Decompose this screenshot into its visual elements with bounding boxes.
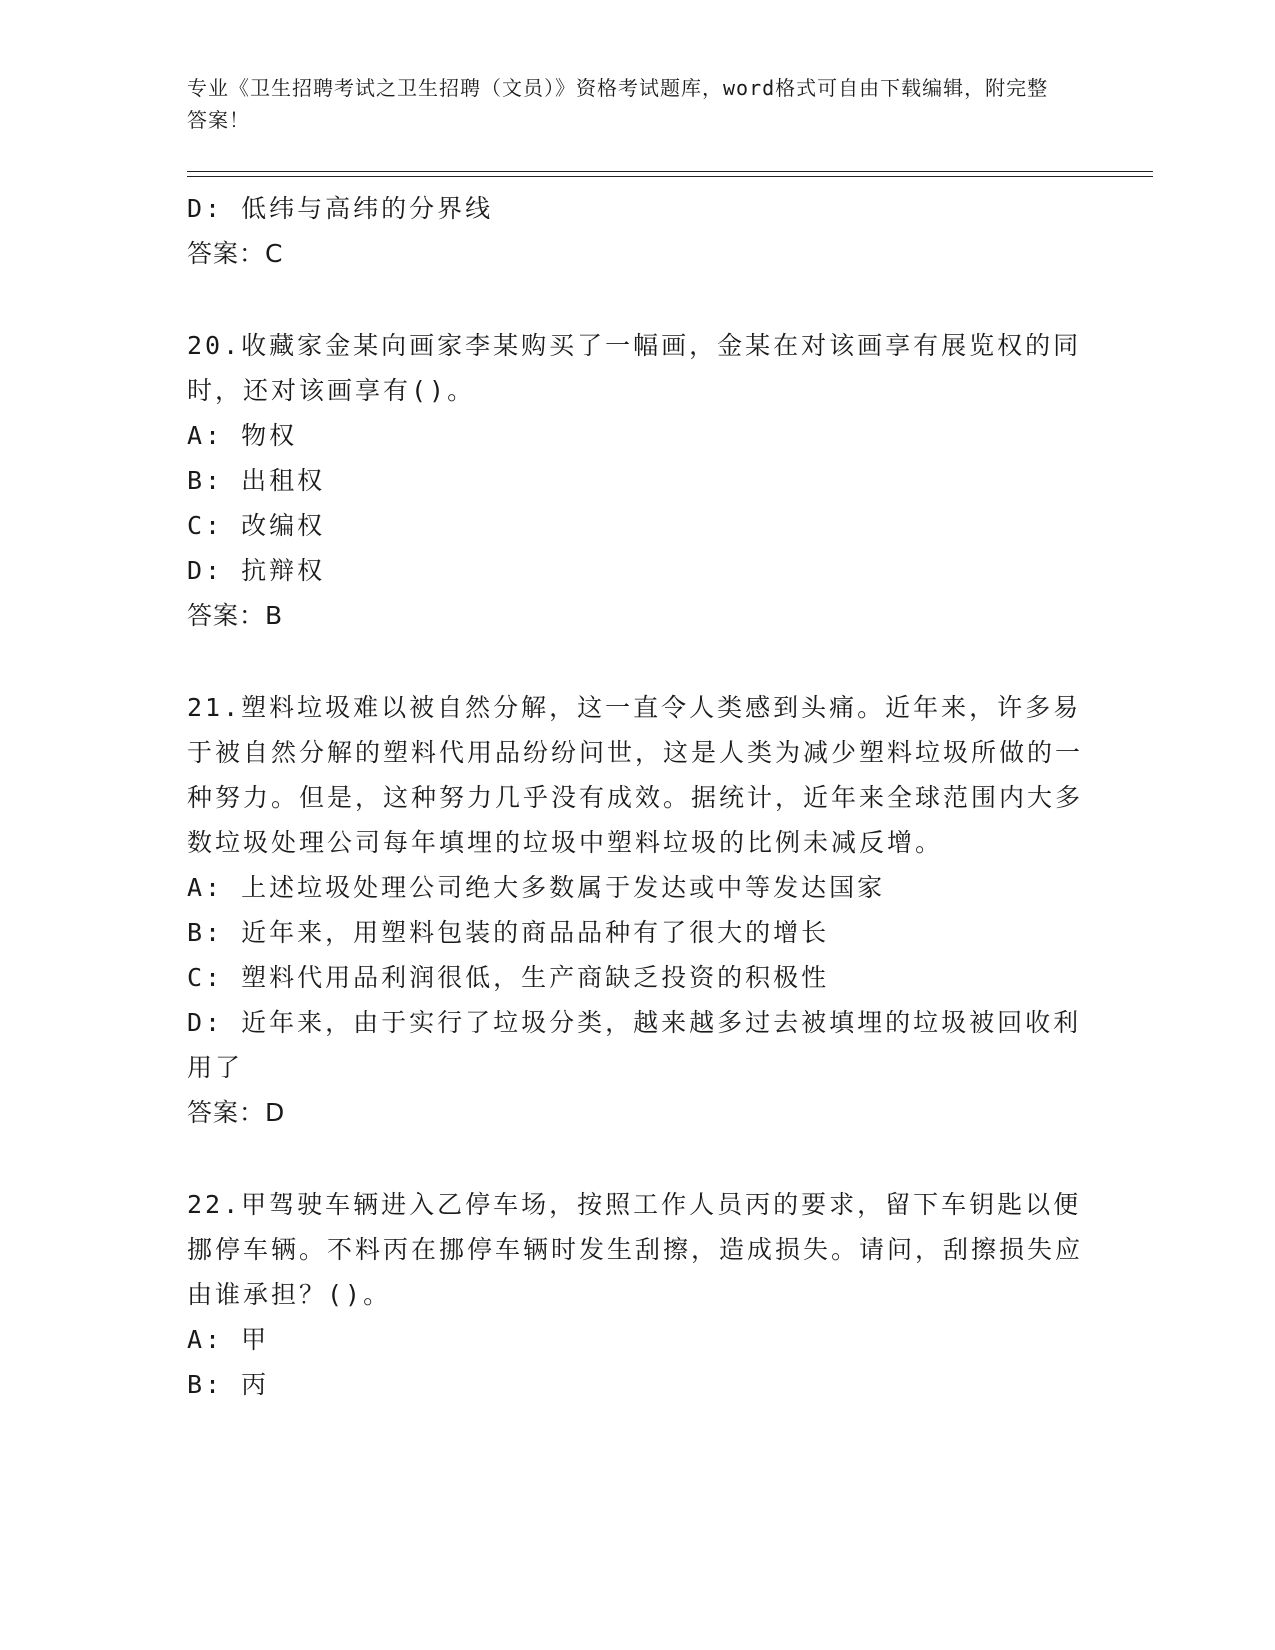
question-21 — [187, 685, 1087, 1135]
option-b: B: 丙 — [187, 1370, 270, 1399]
answer: 答案：C — [187, 239, 284, 268]
question-20 — [187, 323, 1087, 638]
header-rule-top — [187, 171, 1153, 172]
header-text: 专业《卫生招聘考试之卫生招聘（文员）》资格考试题库，word格式可自由下载编辑，附完整答案！ — [187, 76, 1049, 132]
header-rule-bottom — [187, 176, 1153, 177]
option-b: B: 近年来，用塑料包装的商品品种有了很大的增长 — [187, 918, 830, 947]
document-header — [187, 72, 1067, 136]
answer: 答案：D — [187, 1098, 286, 1127]
previous-question-tail — [187, 186, 1087, 276]
option-b: B: 出租权 — [187, 466, 326, 495]
question-stem: 22.甲驾驶车辆进入乙停车场，按照工作人员丙的要求，留下车钥匙以便挪停车辆。不料丙在挪停车辆时发生刮擦，造成损失。请问，刮擦损失应由谁承担？()。 — [187, 1190, 1084, 1309]
question-stem: 21.塑料垃圾难以被自然分解，这一直令人类感到头痛。近年来，许多易于被自然分解的塑料代用品纷纷问世，这是人类为减少塑料垃圾所做的一种努力。但是，这种努力几乎没有成效。据统计，近年来全球范围内大多数垃圾处理公司每年填埋的垃圾中塑料垃圾的比例未减反增。 — [187, 693, 1084, 857]
option-d: D: 抗辩权 — [187, 556, 326, 585]
option-d: D: 低纬与高纬的分界线 — [187, 194, 494, 223]
question-list — [187, 186, 1087, 1407]
option-a: A: 物权 — [187, 421, 298, 450]
answer: 答案：B — [187, 601, 284, 630]
question-stem: 20.收藏家金某向画家李某购买了一幅画，金某在对该画享有展览权的同时，还对该画享有()。 — [187, 331, 1082, 405]
option-a: A: 上述垃圾处理公司绝大多数属于发达或中等发达国家 — [187, 873, 886, 902]
option-d: D: 近年来，由于实行了垃圾分类，越来越多过去被填埋的垃圾被回收利用了 — [187, 1008, 1082, 1082]
question-22 — [187, 1182, 1087, 1407]
option-c: C: 塑料代用品利润很低，生产商缺乏投资的积极性 — [187, 963, 830, 992]
option-a: A: 甲 — [187, 1325, 270, 1354]
option-c: C: 改编权 — [187, 511, 326, 540]
